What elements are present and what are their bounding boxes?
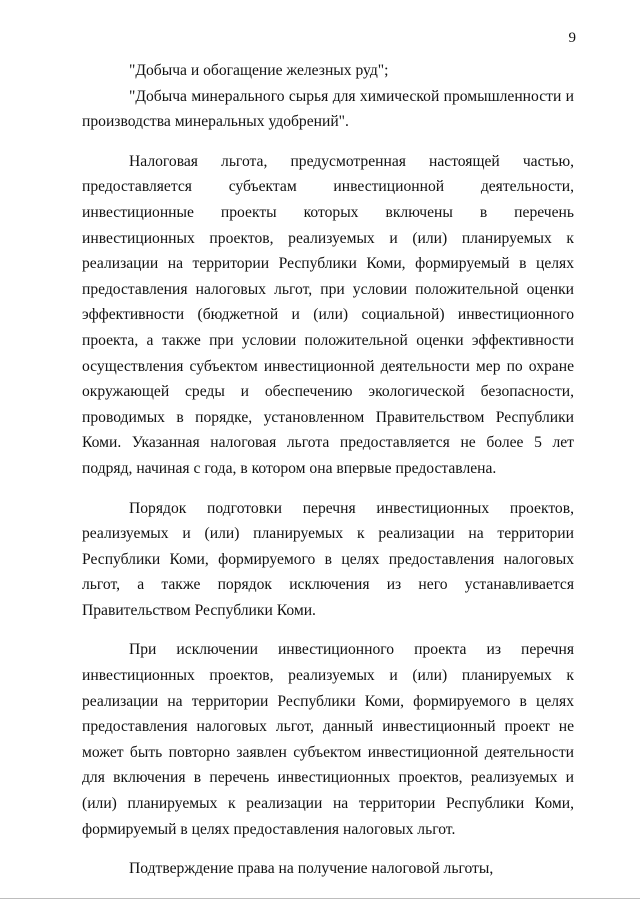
document-body [82, 58, 574, 882]
page-number: 9 [568, 30, 576, 46]
paragraph-iron-ore: "Добыча и обогащение железных руд"; [129, 62, 389, 79]
paragraph-mineral-raw-materials: "Добыча минерального сырья для химической промышленности и производства минеральных удобрений". [82, 87, 574, 131]
paragraph-right-confirmation: Подтверждение права на получение налоговой льготы, [129, 860, 494, 878]
paragraph-tax-benefit: Налоговая льгота, предусмотренная настоящей частью, предоставляется субъектам инвестиционной деятельности, инвестиционные проекты которых включены в перечень инвестиционных проектов, реализуемых и (или) планируемых к реализации на территории Республики Коми, формируемый в целях предоставления налоговых льгот, при условии положительной оценки эффективности (бюджетной и (или) социальной) инвестиционного проекта, а также при условии положительной оценки эффективности осуществления субъектом инвестиционной деятельности мер по охране окружающей среды и обеспечению экологической безопасности, проводимых в порядке, установленном Правительством Республики Коми. Указанная налоговая льгота предоставляется не более 5 лет подряд, начиная с года, в котором она впервые предоставлена. [82, 152, 574, 477]
scan-edge-line [0, 898, 640, 899]
paragraph-list-procedure: Порядок подготовки перечня инвестиционных проектов, реализуемых и (или) планируемых к реализации на территории Республики Коми, формируемого в целях предоставления налоговых льгот, а также порядок исключения из него устанавливается Правительством Республики Коми. [82, 499, 574, 619]
paragraph-project-exclusion: При исключении инвестиционного проекта из перечня инвестиционных проектов, реализуемых и (или) планируемых к реализации на территории Республики Коми, формируемого в целях предоставления налоговых льгот, данный инвестиционный проект не может быть повторно заявлен субъектом инвестиционной деятельности для включения в перечень инвестиционных проектов, реализуемых и (или) планируемых к реализации на территории Республики Коми, формируемый в целях предоставления налоговых льгот. [82, 641, 574, 838]
